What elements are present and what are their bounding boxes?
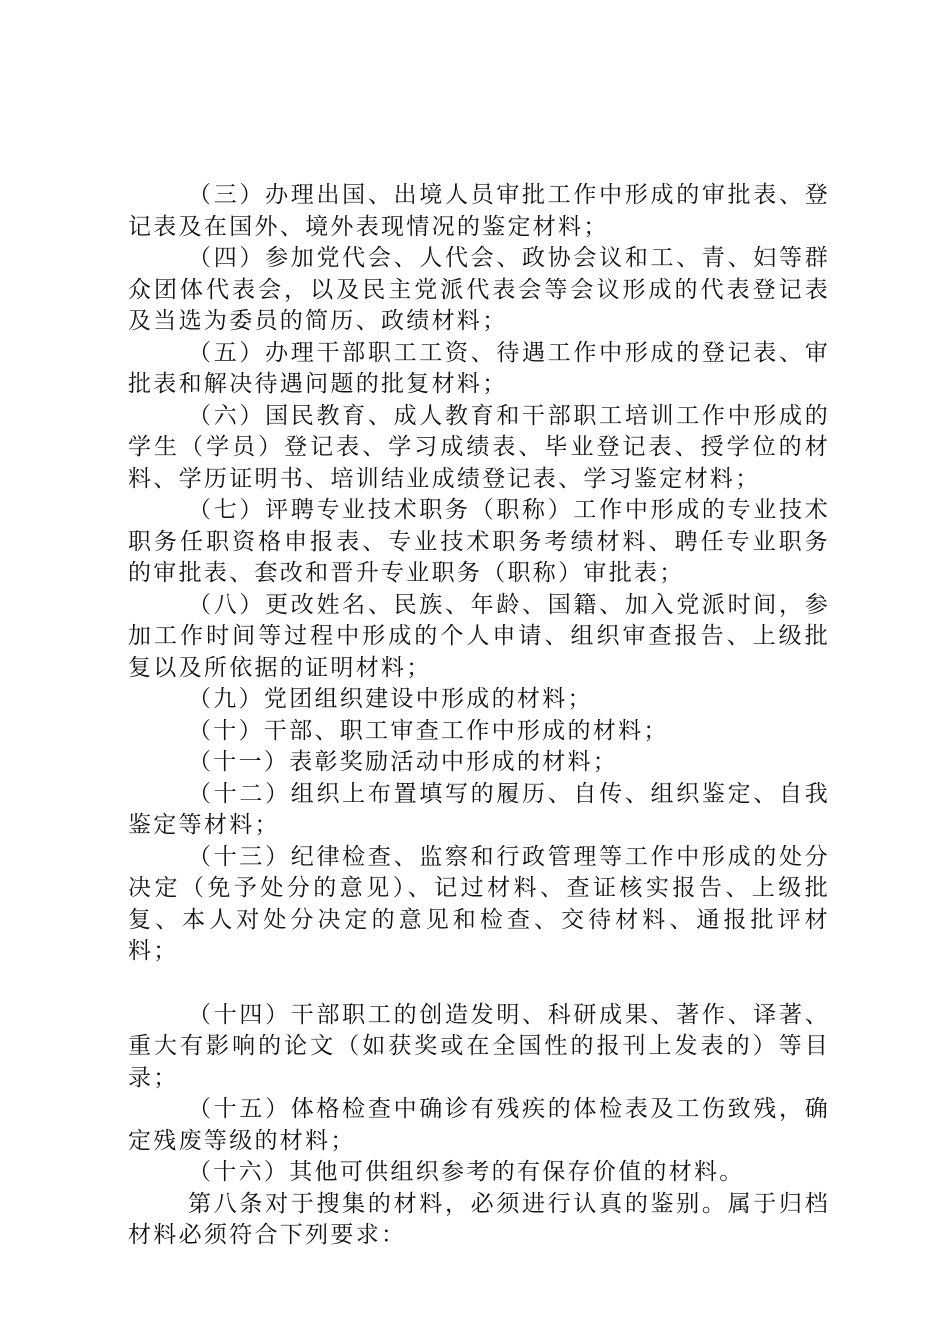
paragraph-8: （八）更改姓名、民族、年龄、国籍、加入党派时间，参加工作时间等过程中形成的个人申请、组织审查报告、上级批复以及所依据的证明材料； <box>128 591 830 681</box>
paragraph-13: （十三）纪律检查、监察和行政管理等工作中形成的处分决定（免予处分的意见）、记过材料、查证核实报告、上级批复、本人对处分决定的意见和检查、交待材料、通报批评材料； <box>128 843 830 964</box>
paragraph-12: （十二）组织上布置填写的履历、自传、组织鉴定、自我鉴定等材料； <box>128 780 830 838</box>
paragraph-gap <box>128 968 830 1000</box>
paragraph-9: （九）党团组织建设中形成的材料； <box>188 686 593 712</box>
paragraph-5: （五）办理干部职工工资、待遇工作中形成的登记表、审批表和解决待遇问题的批复材料； <box>128 339 830 397</box>
paragraph-15: （十五）体格检查中确诊有残疾的体检表及工伤致残，确定残废等级的材料； <box>128 1096 830 1154</box>
document-body <box>128 180 830 1252</box>
paragraph-3: （三）办理出国、出境人员审批工作中形成的审批表、登记表及在国外、境外表现情况的鉴定材料； <box>128 182 830 240</box>
paragraph-4: （四）参加党代会、人代会、政协会议和工、青、妇等群众团体代表会，以及民主党派代表会等会议形成的代表登记表及当选为委员的简历、政绩材料； <box>128 245 830 334</box>
paragraph-16: （十六）其他可供组织参考的有保存价值的材料。 <box>188 1159 745 1185</box>
paragraph-10: （十）干部、职工审查工作中形成的材料； <box>188 717 669 744</box>
paragraph-6: （六）国民教育、成人教育和干部职工培训工作中形成的学生（学员）登记表、学习成绩表、毕业登记表、授学位的材料、学历证明书、培训结业成绩登记表、学习鉴定材料； <box>128 402 830 492</box>
article-8-paragraph: 第八条对于搜集的材料，必须进行认真的鉴别。属于归档材料必须符合下列要求： <box>128 1190 830 1248</box>
paragraph-14: （十四）干部职工的创造发明、科研成果、著作、译著、重大有影响的论文（如获奖或在全国性的报刊上发表的）等目录； <box>128 1001 830 1091</box>
paragraph-7: （七）评聘专业技术职务（职称）工作中形成的专业技术职务任职资格申报表、专业技术职务考绩材料、聘任专业职务的审批表、套改和晋升专业职务（职称）审批表； <box>128 497 830 586</box>
paragraph-11: （十一）表彰奖励活动中形成的材料； <box>188 749 619 775</box>
